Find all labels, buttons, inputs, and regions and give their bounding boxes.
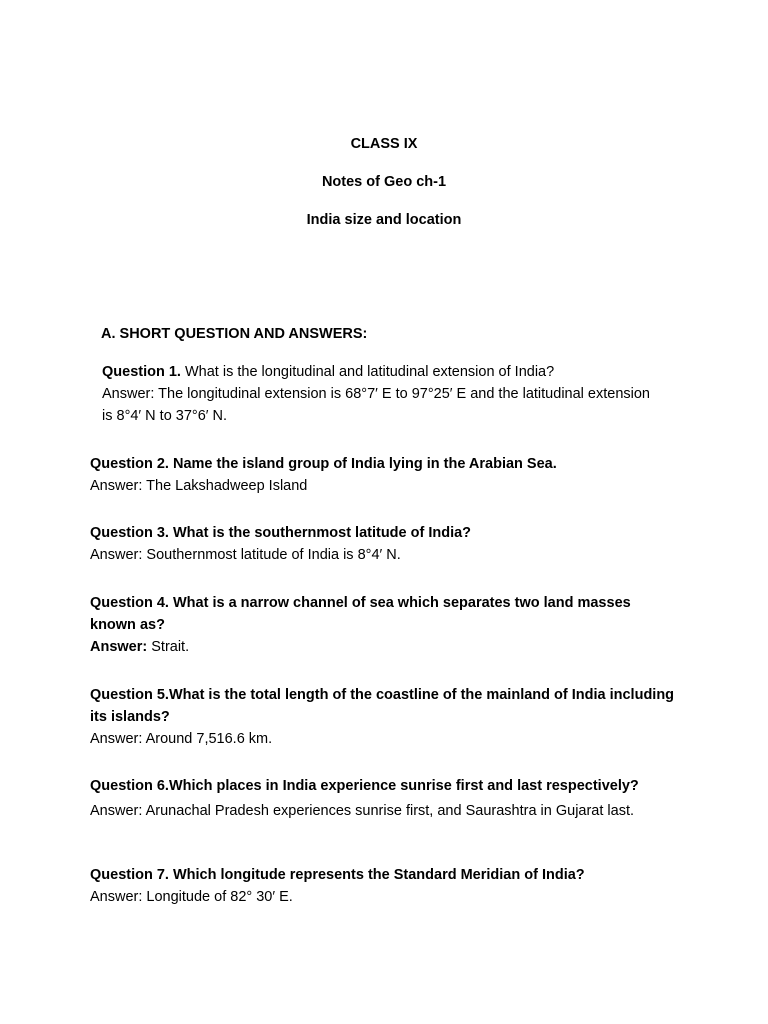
chapter-title: India size and location (306, 212, 462, 228)
question-text: Question 4. What is a narrow channel of sea which separates two land masses known as? (90, 595, 631, 633)
question-text: Question 3. What is the southernmost latitude of India? (90, 525, 472, 541)
question-block-3 (90, 522, 680, 566)
answer-text: Strait. (147, 639, 190, 655)
question-block-1 (102, 361, 662, 427)
question-block-4 (90, 592, 680, 658)
answer-text: Answer: The longitudinal extension is 68°7′ E to 97°25′ E and the latitudinal extension is 8°4′ N to 37°6′ N. (102, 386, 650, 424)
question-text: What is the longitudinal and latitudinal extension of India? (180, 364, 555, 380)
question-block-7 (90, 864, 680, 908)
answer-text: Answer: Arunachal Pradesh experiences sunrise first, and Saurashtra in Gujarat last. (90, 803, 635, 819)
question-text: Question 6.Which places in India experience sunrise first and last respectively? (90, 778, 639, 794)
answer-text: Answer: Around 7,516.6 km. (90, 731, 273, 747)
answer-text: Answer: Longitude of 82° 30′ E. (90, 889, 293, 905)
class-title: CLASS IX (350, 136, 418, 152)
question-text: Question 5.What is the total length of the coastline of the mainland of India including its islands? (90, 687, 675, 725)
question-text: Question 7. Which longitude represents the Standard Meridian of India? (90, 867, 585, 883)
section-heading: A. SHORT QUESTION AND ANSWERS: (101, 326, 368, 342)
question-block-2 (90, 453, 680, 497)
question-block-5 (90, 684, 680, 750)
notes-title: Notes of Geo ch-1 (321, 174, 447, 190)
answer-label: Answer: (90, 639, 148, 655)
answer-line (90, 636, 680, 658)
question-block-6 (90, 774, 680, 824)
answer-text: Answer: Southernmost latitude of India is 8°4′ N. (90, 547, 401, 563)
question-label: Question 1. (102, 364, 181, 380)
question-text: Question 2. Name the island group of India lying in the Arabian Sea. (90, 456, 557, 472)
answer-text: Answer: The Lakshadweep Island (90, 478, 308, 494)
